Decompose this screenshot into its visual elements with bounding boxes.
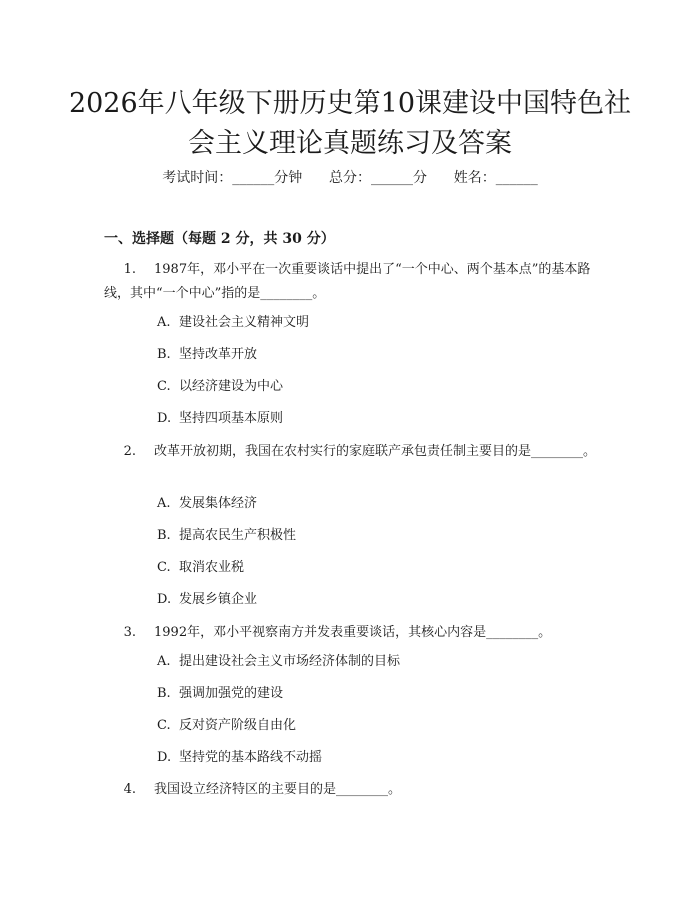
option-letter: C.: [157, 379, 171, 394]
document-title: 2026年八年级下册历史第10课建设中国特色社会主义理论真题练习及答案: [68, 88, 632, 159]
question-1-option-a: [157, 313, 309, 333]
question-number: 1.: [123, 262, 136, 277]
question-1: [104, 258, 600, 306]
question-1-option-d: [157, 409, 283, 429]
option-text: 发展集体经济: [179, 496, 258, 511]
option-text: 坚持四项基本原则: [179, 411, 284, 426]
question-3-option-a: [157, 652, 400, 672]
option-text: 取消农业税: [179, 560, 245, 575]
option-text: 坚持改革开放: [179, 347, 258, 362]
option-letter: C.: [157, 718, 171, 733]
question-4: [104, 778, 600, 802]
option-letter: D.: [157, 411, 172, 426]
question-number: 2.: [123, 444, 136, 459]
option-text: 坚持党的基本路线不动摇: [179, 750, 323, 765]
question-1-option-c: [157, 377, 283, 397]
option-letter: A.: [157, 654, 171, 669]
question-2-option-c: [157, 558, 244, 578]
option-text: 反对资产阶级自由化: [179, 718, 297, 733]
section-heading: 一、选择题（每题 2 分，共 30 分）: [104, 231, 335, 247]
question-number: 3.: [123, 625, 136, 640]
option-letter: B.: [157, 528, 171, 543]
question-3: [104, 621, 600, 645]
option-text: 强调加强党的建设: [179, 686, 284, 701]
question-text: 1992年，邓小平视察南方并发表重要谈话，其核心内容是________。: [154, 625, 552, 640]
question-number: 4.: [123, 782, 136, 797]
option-letter: C.: [157, 560, 171, 575]
question-text: 我国设立经济特区的主要目的是________。: [154, 782, 402, 797]
option-text: 提出建设社会主义市场经济体制的目标: [179, 654, 401, 669]
option-letter: D.: [157, 592, 172, 607]
question-3-option-b: [157, 684, 283, 704]
question-3-option-d: [157, 748, 322, 768]
option-letter: A.: [157, 496, 171, 511]
option-letter: D.: [157, 750, 172, 765]
option-text: 发展乡镇企业: [179, 592, 258, 607]
question-2-option-b: [157, 526, 296, 546]
question-2-option-a: [157, 494, 257, 514]
option-text: 提高农民生产积极性: [179, 528, 297, 543]
question-2-option-d: [157, 590, 257, 610]
option-text: 建设社会主义精神文明: [179, 315, 310, 330]
question-1-option-b: [157, 345, 257, 365]
question-3-option-c: [157, 716, 296, 736]
option-text: 以经济建设为中心: [179, 379, 284, 394]
option-letter: B.: [157, 347, 171, 362]
question-2: [104, 440, 600, 464]
exam-info-line: 考试时间：______分钟 总分：______分 姓名：______: [162, 170, 538, 186]
option-letter: B.: [157, 686, 171, 701]
question-text: 改革开放初期，我国在农村实行的家庭联产承包责任制主要目的是________。: [154, 444, 597, 459]
option-letter: A.: [157, 315, 171, 330]
question-text: 1987年，邓小平在一次重要谈话中提出了“一个中心、两个基本点”的基本路线，其中“一个中心”指的是________。: [104, 262, 591, 301]
